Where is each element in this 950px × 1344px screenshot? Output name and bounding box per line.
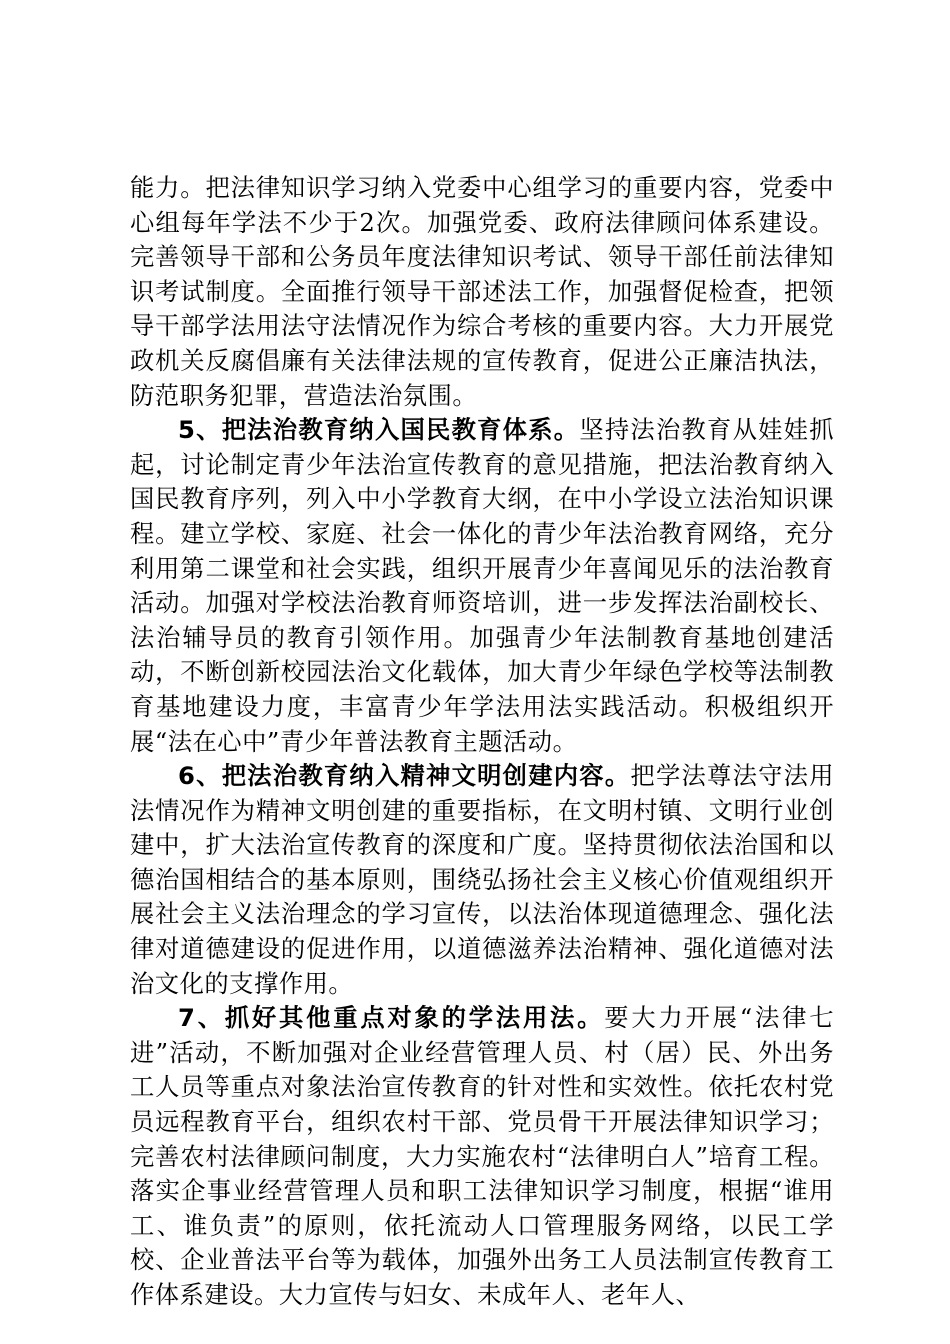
paragraph-2 bbox=[130, 413, 834, 759]
paragraph-1 bbox=[130, 171, 834, 413]
paragraph-2-text: 坚持法治教育从娃娃抓起，讨论制定青少年法治宣传教育的意见措施，把法治教育纳入国民教育序列，列入中小学教育大纲，在中小学设立法治知识课程。建立学校、家庭、社会一体化的青少年法治教育网络，充分利用第二课堂和社会实践，组织开展青少年喜闻见乐的法治教育活动。加强对学校法治教育师资培训，进一步发挥法治副校长、法治辅导员的教育引领作用。加强青少年法制教育基地创建活动，不断创新校园法治文化载体，加大青少年绿色学校等法制教育基地建设力度，丰富青少年学法用法实践活动。积极组织开展“法在心中”青少年普法教育主题活动。 bbox=[130, 415, 835, 756]
paragraph-1-text: 能力。把法律知识学习纳入党委中心组学习的重要内容，党委中心组每年学法不少于2次。加强党委、政府法律顾问体系建设。完善领导干部和公务员年度法律知识考试、领导干部任前法律知识考试制度。全面推行领导干部述法工作，加强督促检查，把领导干部学法用法守法情况作为综合考核的重要内容。大力开展党政机关反腐倡廉有关法律法规的宣传教育，促进公正廉洁执法，防范职务犯罪，营造法治氛围。 bbox=[130, 173, 834, 410]
paragraph-4 bbox=[130, 1001, 834, 1312]
paragraph-4-heading: 7、抓好其他重点对象的学法用法。 bbox=[178, 1003, 605, 1033]
paragraph-2-heading: 5、把法治教育纳入国民教育体系。 bbox=[178, 415, 580, 445]
paragraph-3 bbox=[130, 759, 834, 1001]
paragraph-3-heading: 6、把法治教育纳入精神文明创建内容。 bbox=[178, 761, 631, 791]
document-page bbox=[130, 171, 834, 1313]
paragraph-3-text: 把学法尊法守法用法情况作为精神文明创建的重要指标，在文明村镇、文明行业创建中，扩大法治宣传教育的深度和广度。坚持贯彻依法治国和以德治国相结合的基本原则，围绕弘扬社会主义核心价值观组织开展社会主义法治理念的学习宣传，以法治体现道德理念、强化法律对道德建设的促进作用，以道德滋养法治精神、强化道德对法治文化的支撑作用。 bbox=[130, 761, 835, 998]
paragraph-4-text: 要大力开展“法律七进”活动，不断加强对企业经营管理人员、村（居）民、外出务工人员等重点对象法治宣传教育的针对性和实效性。依托农村党员远程教育平台，组织农村干部、党员骨干开展法律知识学习；完善农村法律顾问制度，大力实施农村“法律明白人”培育工程。落实企事业经营管理人员和职工法律知识学习制度，根据“谁用工、谁负责”的原则，依托流动人口管理服务网络，以民工学校、企业普法平台等为载体，加强外出务工人员法制宣传教育工作体系建设。大力宣传与妇女、未成年人、老年人、 bbox=[130, 1003, 835, 1309]
